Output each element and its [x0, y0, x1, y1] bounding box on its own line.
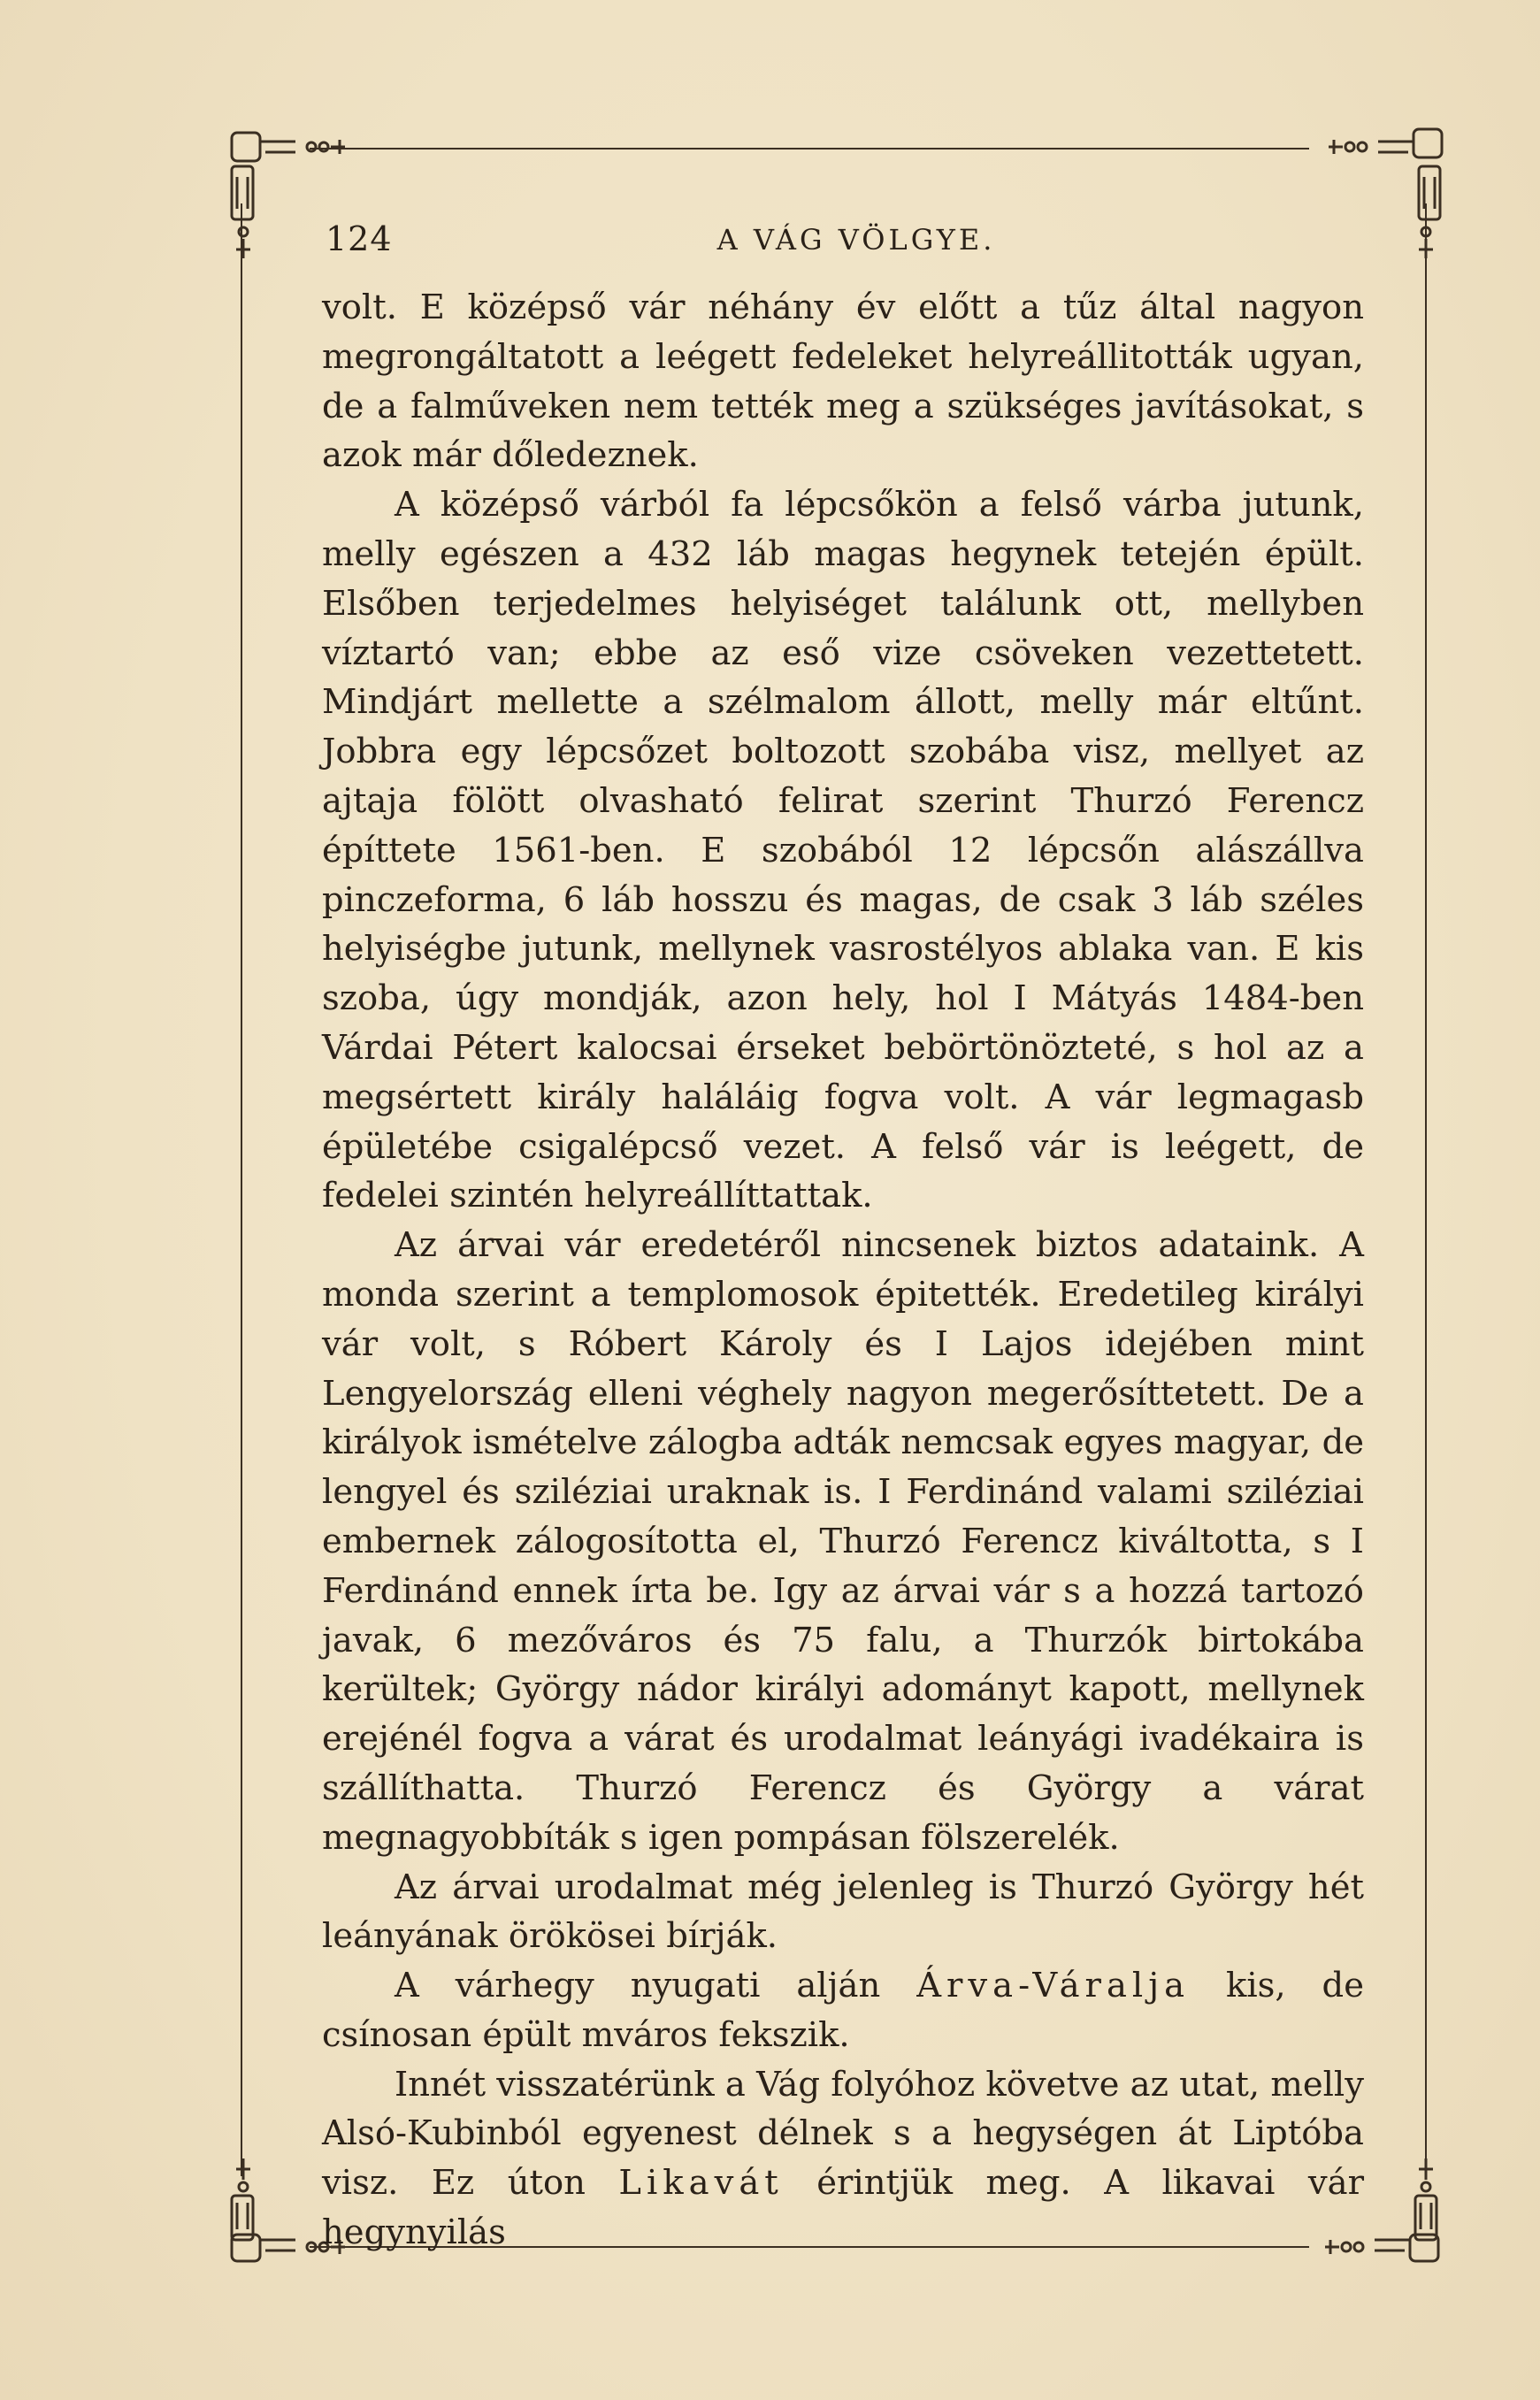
paragraph-text: A várhegy nyugati alján	[395, 1966, 917, 2006]
body-text	[322, 283, 1364, 2258]
paragraph	[322, 283, 1364, 480]
paragraph-text: kis, de csínosan épült mváros fekszik.	[322, 1966, 1364, 2055]
paragraph	[322, 480, 1364, 1221]
running-head	[326, 219, 1360, 264]
paragraph	[322, 1961, 1364, 2060]
paragraph-text: Az árvai urodalmat még jelenleg is Thurzó György hét leányának örökösei bírják.	[322, 1867, 1364, 1957]
paragraph	[322, 1221, 1364, 1862]
page-number: 124	[326, 219, 393, 258]
paragraph-text: Innét visszatérünk a Vág folyóhoz követve az utat, melly Alsó-Kubinból egyenest délnek s a hegységen át Liptóba visz. Ez úton	[322, 2064, 1364, 2204]
paragraph-text: volt. E középső vár néhány év előtt a tűz által nagyon megrongáltatott a leégett fedeleket helyreállitották ugyan, de a falműveken nem tették meg a szükséges javításokat, s azok már dőledeznek.	[322, 288, 1364, 476]
paragraph	[322, 1863, 1364, 1962]
place-name-spaced: Likavát	[618, 2163, 784, 2204]
running-title: A VÁG VÖLGYE.	[716, 223, 996, 257]
paragraph	[322, 2060, 1364, 2258]
paragraph-text: érintjük meg. A likavai vár hegynyilás	[322, 2163, 1364, 2253]
paragraph-text: Az árvai vár eredetéről nincsenek biztos adataink. A monda szerint a templomosok épitették. Eredetileg királyi vár volt, s Róbert Károly és I Lajos idejében mint Lengyelország elleni véghely nagyon megerősíttetett. De a királyok ismételve zálogba adták nemcsak egyes magyar, de lengyel és sziléziai uraknak is. I Ferdinánd valami sziléziai embernek zálogosította el, Thurzó Ferencz kiváltotta, s I Ferdinánd ennek írta be. Igy az árvai vár s a hozzá tartozó javak, 6 mezőváros és 75 falu, a Thurzók birtokába kerültek; György nádor királyi adományt kapott, mellynek erejénél fogva a várat és urodalmat leányági ivadékaira is szállíthatta. Thurzó Ferencz és György a várat megnagyobbíták s igen pompásan fölszerelék.	[322, 1225, 1364, 1858]
paragraph-text: A középső várból fa lépcsőkön a felső várba jutunk, melly egészen a 432 láb magas hegynek tetején épült. Elsőben terjedelmes helyiséget találunk ott, mellyben víztartó van; ebbe az eső vize csöveken vezettetett. Mindjárt mellette a szélmalom állott, melly már eltűnt. Jobbra egy lépcsőzet boltozott szobába visz, mellyet az ajtaja fölött olvasható felirat szerint Thurzó Ferencz építtete 1561-ben. E szobából 12 lépcsőn alászállva pinczeforma, 6 láb hosszu és magas, de csak 3 láb széles helyiségbe jutunk, mellynek vasrostélyos ablaka van. E kis szoba, úgy mondják, azon hely, hol I Mátyás 1484-ben Várdai Pétert kalocsai érseket bebörtönözteté, s hol az a megsértett király haláláig fogva volt. A vár legmagasb épületébe csigalépcső vezet. A felső vár is leégett, de fedelei szintén helyreállíttattak.	[322, 485, 1364, 1216]
place-name-spaced: Árva-Váralja	[916, 1966, 1191, 2006]
